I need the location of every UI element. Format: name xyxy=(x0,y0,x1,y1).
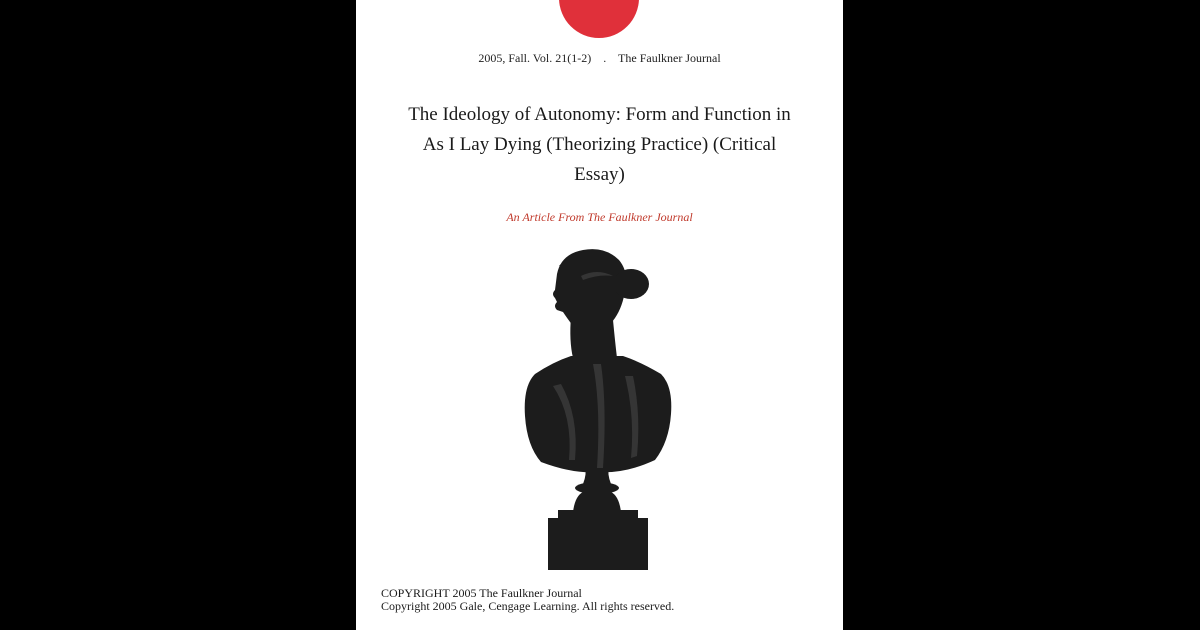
article-subtitle: An Article From The Faulkner Journal xyxy=(506,210,693,224)
publication-meta xyxy=(356,51,843,66)
copyright-line-1: COPYRIGHT 2005 The Faulkner Journal xyxy=(381,586,582,600)
book-cover xyxy=(356,0,843,630)
article-title: The Ideology of Autonomy: Form and Function in As I Lay Dying (Theorizing Practice) (Critical Essay) xyxy=(408,104,791,185)
issue-info: 2005, Fall. Vol. 21(1-2) xyxy=(478,51,592,65)
classical-bust-icon xyxy=(513,246,681,572)
copyright-notice xyxy=(381,587,674,613)
red-circle-badge xyxy=(559,0,639,38)
journal-name: The Faulkner Journal xyxy=(618,51,721,65)
copyright-line-2: Copyright 2005 Gale, Cengage Learning. All rights reserved. xyxy=(381,599,675,613)
meta-separator: . xyxy=(603,51,607,65)
